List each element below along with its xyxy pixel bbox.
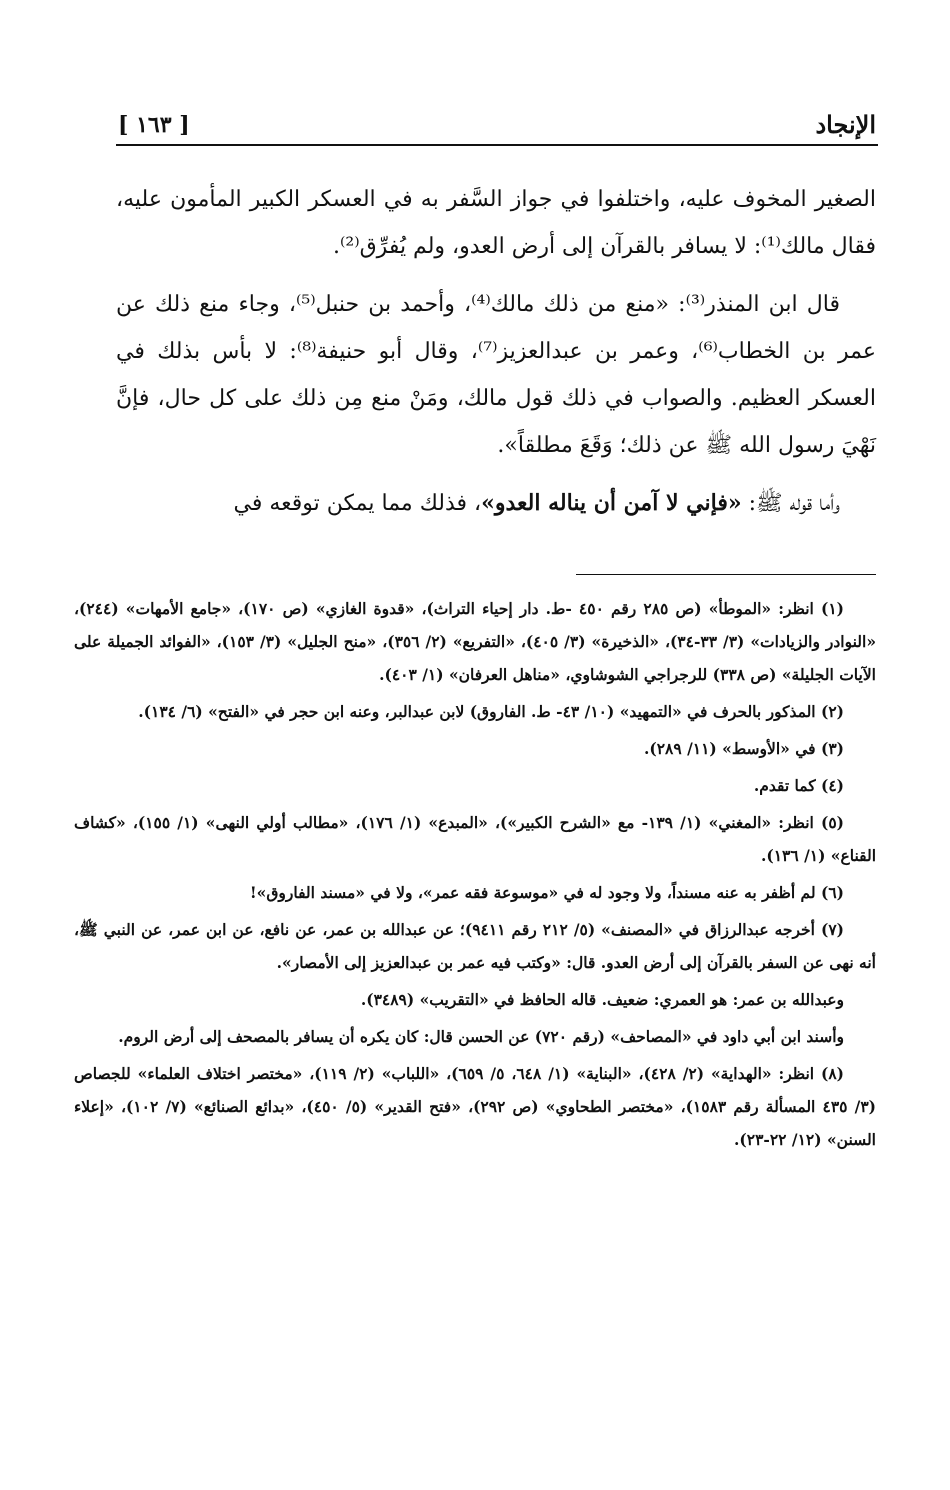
body-paragraph: الصغير المخوف عليه، واختلفوا في جواز السَّفر به في العسكر الكبير المأمون عليه، فقال مالك⁽¹⁾: لا يسافر بالقرآن إلى أرض العدو، ولم يُفرِّق⁽²⁾. bbox=[116, 187, 876, 259]
footnote-1: (١) انظر: «الموطأ» (ص ٢٨٥ رقم ٤٥٠ -ط. دار إحياء التراث)، «قدوة الغازي» (ص ١٧٠)، «جامع الأمهات» (٢٤٤)، «النوادر والزيادات» (٣/ ٣٣-٣٤)، «الذخيرة» (٣/ ٤٠٥)، «التفريع» (٢/ ٣٥٦)، «منح الجليل» (٣/ ١٥٣)، «الفوائد الجميلة على الآيات الجليلة» (ص ٣٣٨) للرجراجي الشوشاوي، «مناهل العرفان» (١/ ٤٠٣). bbox=[74, 599, 877, 684]
footnote-2: (٢) المذكور بالحرف في «التمهيد» (١٠/ ٤٣- ط. الفاروق) لابن عبدالبر، وعنه ابن حجر في «الفتح» (٦/ ١٣٤). bbox=[138, 702, 844, 721]
page-number: [ ١٦٣ ] bbox=[118, 112, 190, 138]
footnote-4: (٤) كما تقدم. bbox=[753, 776, 844, 795]
header-rule bbox=[116, 144, 878, 146]
footnotes bbox=[74, 592, 876, 1160]
footnote-6: (٦) لم أظفر به عنه مسنداً، ولا وجود له في «موسوعة فقه عمر»، ولا في «مسند الفاروق»! bbox=[249, 883, 844, 902]
footnote-7: (٧) أخرجه عبدالرزاق في «المصنف» (٥/ ٢١٢ رقم ٩٤١١)؛ عن عبدالله بن عمر، عن نافع، عن ابن عمر، عن النبي ﷺ، أنه نهى عن السفر بالقرآن إلى أرض العدو. قال: «وكتب فيه عمر بن عبدالعزيز إلى الأمصار». bbox=[74, 920, 876, 972]
main-text bbox=[116, 176, 876, 538]
body-paragraph: قال ابن المنذر⁽³⁾: «منع من ذلك مالك⁽⁴⁾، وأحمد بن حنبل⁽⁵⁾، وجاء منع ذلك عن عمر بن الخطاب⁽⁶⁾، وعمر بن عبدالعزيز⁽⁷⁾، وقال أبو حنيفة⁽⁸⁾: لا بأس بذلك في العسكر العظيم. والصواب في ذلك قول مالك، ومَنْ منع مِن ذلك على كل حال، فإنَّ نَهْيَ رسول الله ﷺ عن ذلك؛ وَقَعَ مطلقاً». bbox=[116, 292, 876, 458]
body-text-segment: وأما قوله ﷺ: bbox=[741, 491, 840, 516]
footnote-3: (٣) في «الأوسط» (١١/ ٢٨٩). bbox=[643, 739, 844, 758]
hadith-quote: «فإني لا آمن أن يناله العدو» bbox=[481, 490, 742, 516]
running-title: الإنجاد bbox=[815, 110, 876, 139]
footnote-7-continuation: وأسند ابن أبي داود في «المصاحف» (رقم ٧٢٠) عن الحسن قال: كان يكره أن يسافر بالمصحف إلى أرض الروم. bbox=[118, 1027, 844, 1046]
body-paragraph-last bbox=[116, 480, 876, 527]
footnote-8: (٨) انظر: «الهداية» (٢/ ٤٢٨)، «البناية» (١/ ٦٤٨، ٥/ ٦٥٩)، «اللباب» (٢/ ١١٩)، «مختصر اختلاف العلماء» للجصاص (٣/ ٤٣٥ المسألة رقم ١٥٨٣)، «مختصر الطحاوي» (ص ٢٩٢)، «فتح القدير» (٥/ ٤٥٠)، «بدائع الصنائع» (٧/ ١٠٢)، «إعلاء السنن» (١٢/ ٢٢-٢٣). bbox=[74, 1064, 877, 1149]
footnote-5: (٥) انظر: «المغني» (١/ ١٣٩- مع «الشرح الكبير»)، «المبدع» (١/ ١٧٦)، «مطالب أولي النهى» (١/ ١٥٥)، «كشاف القناع» (١/ ١٣٦). bbox=[74, 813, 876, 865]
footnote-separator bbox=[576, 574, 876, 575]
body-text-segment: ، فذلك مما يمكن توقعه في bbox=[233, 491, 482, 516]
page-header bbox=[118, 92, 876, 142]
footnote-7-continuation: وعبدالله بن عمر: هو العمري: ضعيف. قاله الحافظ في «التقريب» (٣٤٨٩). bbox=[360, 990, 844, 1009]
